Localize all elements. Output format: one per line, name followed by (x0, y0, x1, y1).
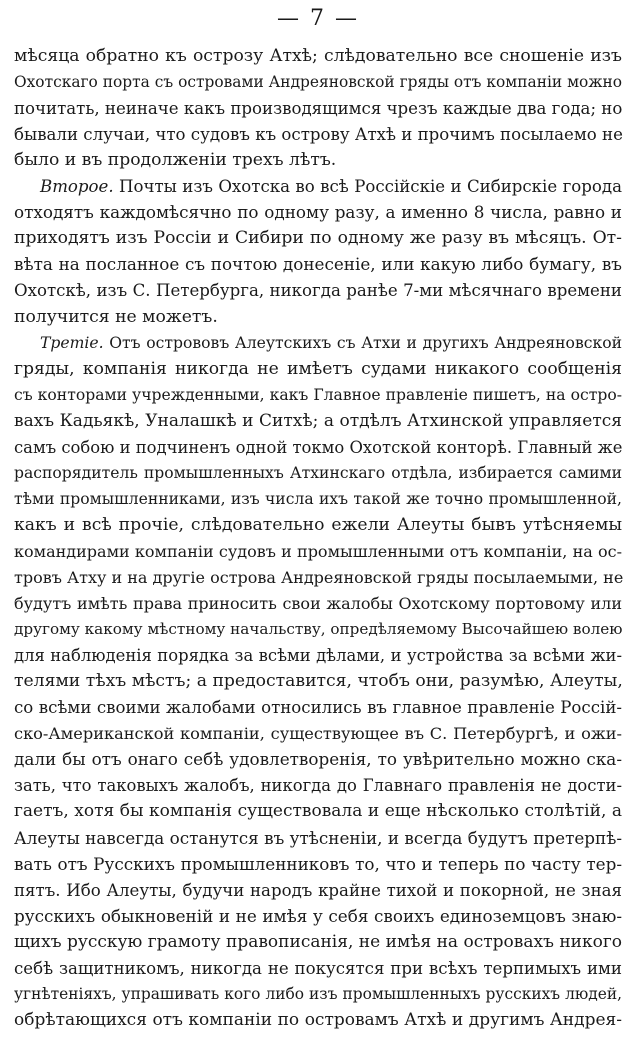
line-text: бывали случаи, что судовъ къ острову Атхѣ и прочимъ посылаемо не (14, 125, 623, 145)
line-text: вать отъ Русскихъ промышленниковъ то, что и теперь по часту тер- (14, 853, 622, 874)
line-text: отходятъ каждомѣсячно по одному разу, а именно 8 числа, равно и (14, 202, 622, 223)
line-text: приходятъ изъ Россіи и Сибири по одному же разу въ мѣсяцъ. От- (14, 228, 622, 249)
line-text: пятъ. Ибо Алеуты, будучи народъ крайне тихой и покорной, не зная (14, 880, 622, 900)
line-text: телями тѣхъ мѣстъ; а предоставится, чтобъ они, разумѣю, Алеуты, (14, 671, 623, 692)
line-text: тровъ Атху и на другіе острова Андреяновской гряды посылаемыми, не (14, 568, 624, 587)
line-text: съ конторами учрежденными, какъ Главное правленіе пишетъ, на остро- (14, 385, 622, 404)
line-text: угнѣтеніяхъ, упрашивать кого либо изъ промышленныхъ русскихъ людей, (14, 984, 622, 1003)
line-text: распорядитель промышленныхъ Атхинскаго отдѣла, избирается самими (14, 463, 622, 482)
text-line (14, 1004, 622, 1037)
line-text: гаетъ, хотя бы компанія существовала и еще нѣсколько столѣтій, а (14, 801, 622, 822)
line-text: вахъ Кадьякѣ, Уналашкѣ и Ситхѣ; а отдѣлъ Атхинской управляется (14, 410, 622, 431)
line-text: Охотскѣ, изъ С. Петербурга, никогда ранѣе 7-ми мѣсячнаго времени (14, 281, 622, 301)
line-text: почитать, неиначе какъ производящимся чрезъ каждые два года; но (14, 99, 623, 119)
line-text: щихъ русскую грамоту правописанія, не имѣя на островахъ никого (14, 931, 622, 952)
line-text: тѣми промышленниками, изъ числа ихъ такой же точно промышленной, (14, 489, 622, 508)
line-text: ско-Американской компаніи, существующее въ С. Петербургѣ, и ожи- (14, 724, 622, 744)
line-text: Почты изъ Охотска во всѣ Россійскіе и Сибирскіе города (113, 177, 622, 197)
line-text: зать, что таковыхъ жалобъ, никогда до Главнаго правленія не дости- (14, 776, 622, 796)
page-number: — 7 — (277, 6, 359, 31)
line-text: со всѣми своими жалобами относились въ главное правленіе Россій- (14, 698, 622, 718)
line-text: Отъ острововъ Алеутскихъ съ Атхи и другихъ Андреяновской (103, 333, 622, 352)
line-text: русскихъ обыкновеній и не имѣя у себя своихъ единоземцовъ знаю- (14, 905, 622, 926)
line-text: какъ и всѣ прочіе, слѣдовательно ежели Алеуты бывъ утѣсняемы (14, 514, 622, 535)
line-text: для наблюденія порядка за всѣми дѣлами, и устройства за всѣми жи- (14, 646, 622, 666)
line-text: себѣ защитникомъ, никогда не покусятся при всѣхъ терпимыхъ ими (14, 958, 622, 978)
line-text: самъ собою и подчиненъ одной токмо Охотской конторѣ. Главный же (14, 437, 623, 457)
line-text: Алеуты навсегда останутся въ утѣсненіи, и всегда будутъ претерпѣ- (14, 827, 622, 848)
line-text: дали бы отъ онаго себѣ удовлетворенія, то увѣрительно можно ска- (14, 749, 622, 770)
line-text: будутъ имѣть права приносить свои жалобы Охотскому портовому или (14, 594, 622, 614)
line-text: было и въ продолженіи трехъ лѣтъ. (14, 150, 337, 171)
paragraph-lead-word: Второе. (40, 177, 114, 197)
line-text: мѣсяца обратно къ острозу Атхѣ; слѣдовательно все сношеніе изъ (14, 46, 622, 66)
line-text: Охотскаго порта съ островами Андреяновской гряды отъ компаніи можно (14, 73, 622, 92)
line-text: командирами компаніи судовъ и промышленными отъ компаніи, на ос- (14, 541, 622, 561)
line-text: вѣта на посланное съ почтою донесеніе, или какую либо бумагу, въ (14, 254, 622, 275)
line-text: гряды, компанія никогда не имѣетъ судами никакого сообщенія (14, 358, 622, 379)
line-text: обрѣтающихся отъ компаніи по островамъ Атхѣ и другимъ Андрея- (14, 1009, 622, 1030)
line-text: другому какому мѣстному начальству, опредѣляемому Высочайшею волею (14, 620, 623, 639)
paragraph-lead-word: Третіе. (40, 333, 104, 352)
line-text: получится не можетъ. (14, 306, 218, 327)
